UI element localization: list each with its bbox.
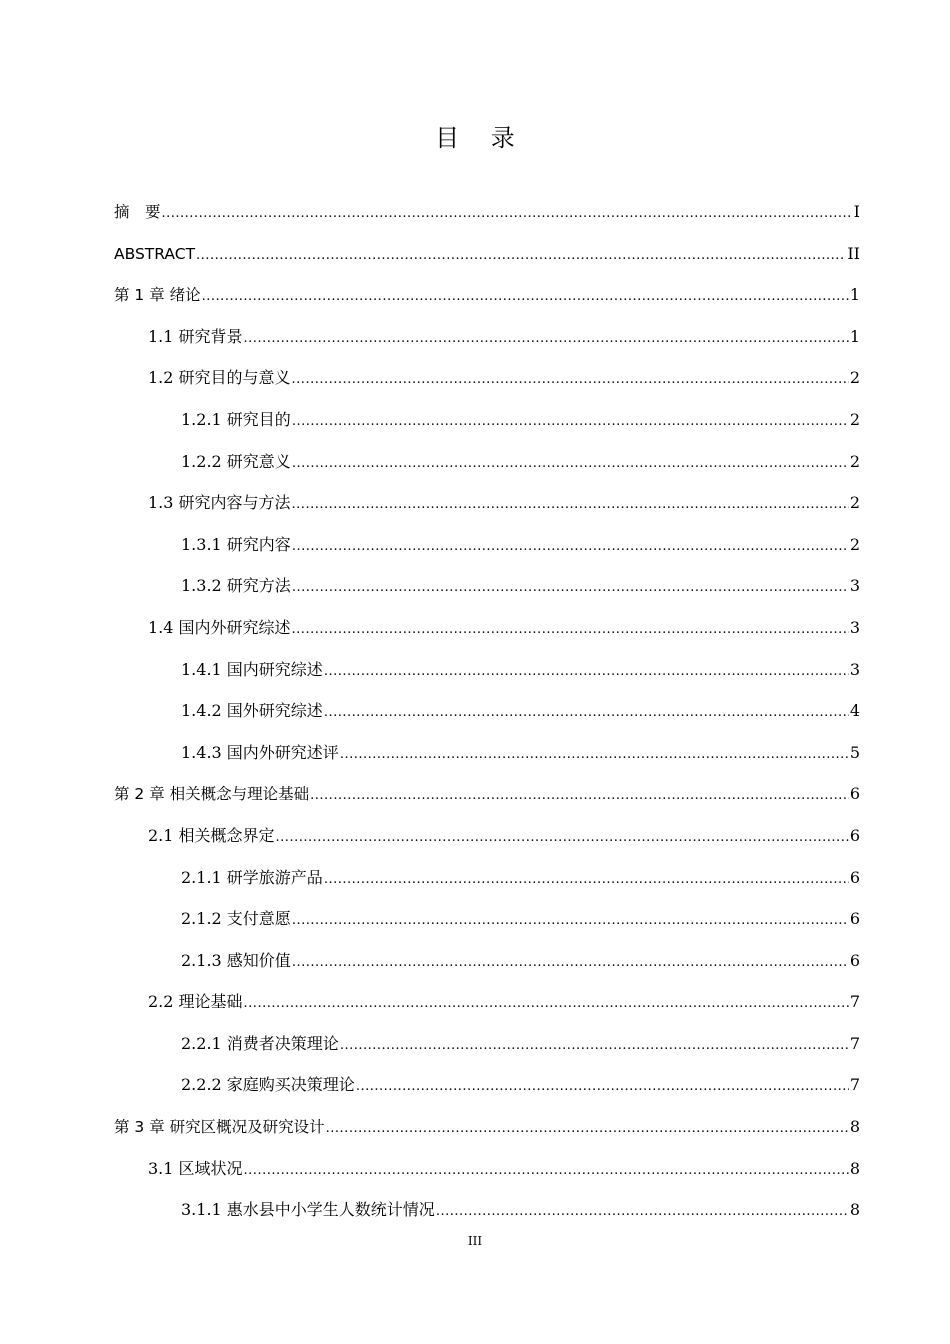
toc-entry-page: 2 [849, 451, 860, 471]
toc-entry[interactable] [114, 864, 860, 906]
toc-entry[interactable] [114, 656, 860, 698]
toc-entry[interactable] [114, 739, 860, 781]
toc-entry[interactable] [114, 572, 860, 614]
toc-entry[interactable] [114, 240, 860, 282]
toc-entry-label: 2.2 理论基础 [148, 992, 243, 1012]
toc-entry-page: 6 [849, 909, 860, 929]
toc-entry-label: 3.1.1 惠水县中小学生人数统计情况 [181, 1200, 435, 1220]
toc-entry-label: 摘 要 [114, 203, 161, 221]
toc-entry-label: 2.1.2 支付意愿 [181, 909, 291, 929]
toc-dot-leader [340, 741, 849, 769]
toc-entry[interactable] [114, 780, 860, 822]
toc-entry[interactable] [114, 531, 860, 573]
toc-entry-page: 7 [849, 1075, 860, 1095]
toc-entry-label: 2.2.2 家庭购买决策理论 [181, 1075, 355, 1095]
toc-dot-leader [244, 325, 849, 353]
toc-entry[interactable] [114, 406, 860, 448]
toc-entry-page: II [847, 243, 860, 263]
toc-entry-page: 4 [849, 701, 860, 721]
toc-dot-leader [340, 1032, 849, 1060]
toc-entry-page: 2 [849, 368, 860, 388]
toc-entry[interactable] [114, 489, 860, 531]
toc-entry-page: I [853, 202, 860, 221]
toc-entry-page: 7 [849, 992, 860, 1012]
toc-entry-page: 8 [849, 1117, 860, 1137]
toc-entry-label: 1.3.2 研究方法 [181, 576, 291, 596]
toc-dot-leader [244, 1157, 849, 1185]
toc-entry-page: 2 [849, 493, 860, 513]
toc-entry[interactable] [114, 1196, 860, 1238]
toc-dot-leader [202, 283, 849, 311]
toc-entry[interactable] [114, 1113, 860, 1155]
toc-dot-leader [324, 699, 849, 727]
toc-dot-leader [436, 1198, 849, 1226]
toc-entry[interactable] [114, 1030, 860, 1072]
toc-entry-label: 1.2 研究目的与意义 [148, 368, 291, 388]
toc-entry-page: 8 [849, 1200, 860, 1220]
toc-entry[interactable] [114, 822, 860, 864]
toc-dot-leader [356, 1073, 849, 1101]
toc-dot-leader [292, 616, 849, 644]
toc-entry[interactable] [114, 697, 860, 739]
toc-entry-page: 2 [849, 409, 860, 429]
toc-dot-leader [292, 408, 849, 436]
toc-dot-leader [292, 491, 849, 519]
toc-dot-leader [292, 450, 849, 478]
toc-entry[interactable] [114, 281, 860, 323]
toc-entry[interactable] [114, 1155, 860, 1197]
toc-dot-leader [276, 824, 849, 852]
toc-entry-page: 5 [849, 742, 860, 762]
toc-dot-leader [310, 782, 849, 810]
toc-dot-leader [292, 907, 849, 935]
toc-entry-page: 3 [849, 617, 860, 637]
toc-entry-label: 1.4.2 国外研究综述 [181, 701, 323, 721]
toc-entry-page: 1 [849, 326, 860, 346]
toc-entry-label: 1.4.1 国内研究综述 [181, 659, 323, 679]
toc-entry[interactable] [114, 364, 860, 406]
toc-dot-leader [292, 949, 849, 977]
toc-dot-leader [196, 242, 846, 270]
toc-entry-label: 第 3 章 研究区概况及研究设计 [114, 1118, 325, 1137]
toc-entry-label: 1.3.1 研究内容 [181, 534, 291, 554]
toc-entry-page: 7 [849, 1033, 860, 1053]
toc-entry-page: 6 [849, 825, 860, 845]
toc-dot-leader [292, 366, 849, 394]
toc-dot-leader [326, 1115, 849, 1143]
toc-dot-leader [324, 658, 849, 686]
toc-entry-page: 3 [849, 659, 860, 679]
toc-entry-page: 6 [849, 784, 860, 804]
toc-entry-label: 2.1.3 感知价值 [181, 950, 291, 970]
toc-entry[interactable] [114, 988, 860, 1030]
toc-entry-label: 1.2.1 研究目的 [181, 409, 291, 429]
toc-dot-leader [324, 866, 849, 894]
toc-entry-label: 2.1 相关概念界定 [148, 825, 275, 845]
toc-entry-page: 1 [849, 285, 860, 305]
toc-entry-page: 6 [849, 950, 860, 970]
toc-entry[interactable] [114, 947, 860, 989]
toc-entry[interactable] [114, 323, 860, 365]
toc-entry-label: 2.2.1 消费者决策理论 [181, 1033, 339, 1053]
toc-entry-page: 3 [849, 576, 860, 596]
toc-dot-leader [162, 200, 853, 228]
toc-entry-label: 第 1 章 绪论 [114, 286, 201, 305]
toc-entry-label: 1.1 研究背景 [148, 326, 243, 346]
toc-entry[interactable] [114, 198, 860, 240]
page-number: III [467, 1234, 483, 1248]
toc-entry-label: 1.3 研究内容与方法 [148, 493, 291, 513]
toc-entry-label: 1.4.3 国内外研究述评 [181, 742, 339, 762]
toc-dot-leader [244, 990, 849, 1018]
toc-entry-label: ABSTRACT [114, 244, 196, 263]
toc-entry-label: 第 2 章 相关概念与理论基础 [114, 785, 310, 804]
toc-entry-label: 1.4 国内外研究综述 [148, 617, 291, 637]
toc-entry-page: 2 [849, 534, 860, 554]
toc-entry-label: 3.1 区域状况 [148, 1158, 243, 1178]
toc-entry[interactable] [114, 448, 860, 490]
toc-entry[interactable] [114, 614, 860, 656]
toc-entry-label: 2.1.1 研学旅游产品 [181, 867, 323, 887]
toc-entry[interactable] [114, 905, 860, 947]
toc-entry-page: 8 [849, 1158, 860, 1178]
table-of-contents [114, 198, 860, 1238]
toc-entry-page: 6 [849, 867, 860, 887]
toc-dot-leader [292, 574, 849, 602]
toc-entry[interactable] [114, 1071, 860, 1113]
toc-dot-leader [292, 533, 849, 561]
page-title: 目 录 [435, 124, 527, 152]
toc-entry-label: 1.2.2 研究意义 [181, 451, 291, 471]
